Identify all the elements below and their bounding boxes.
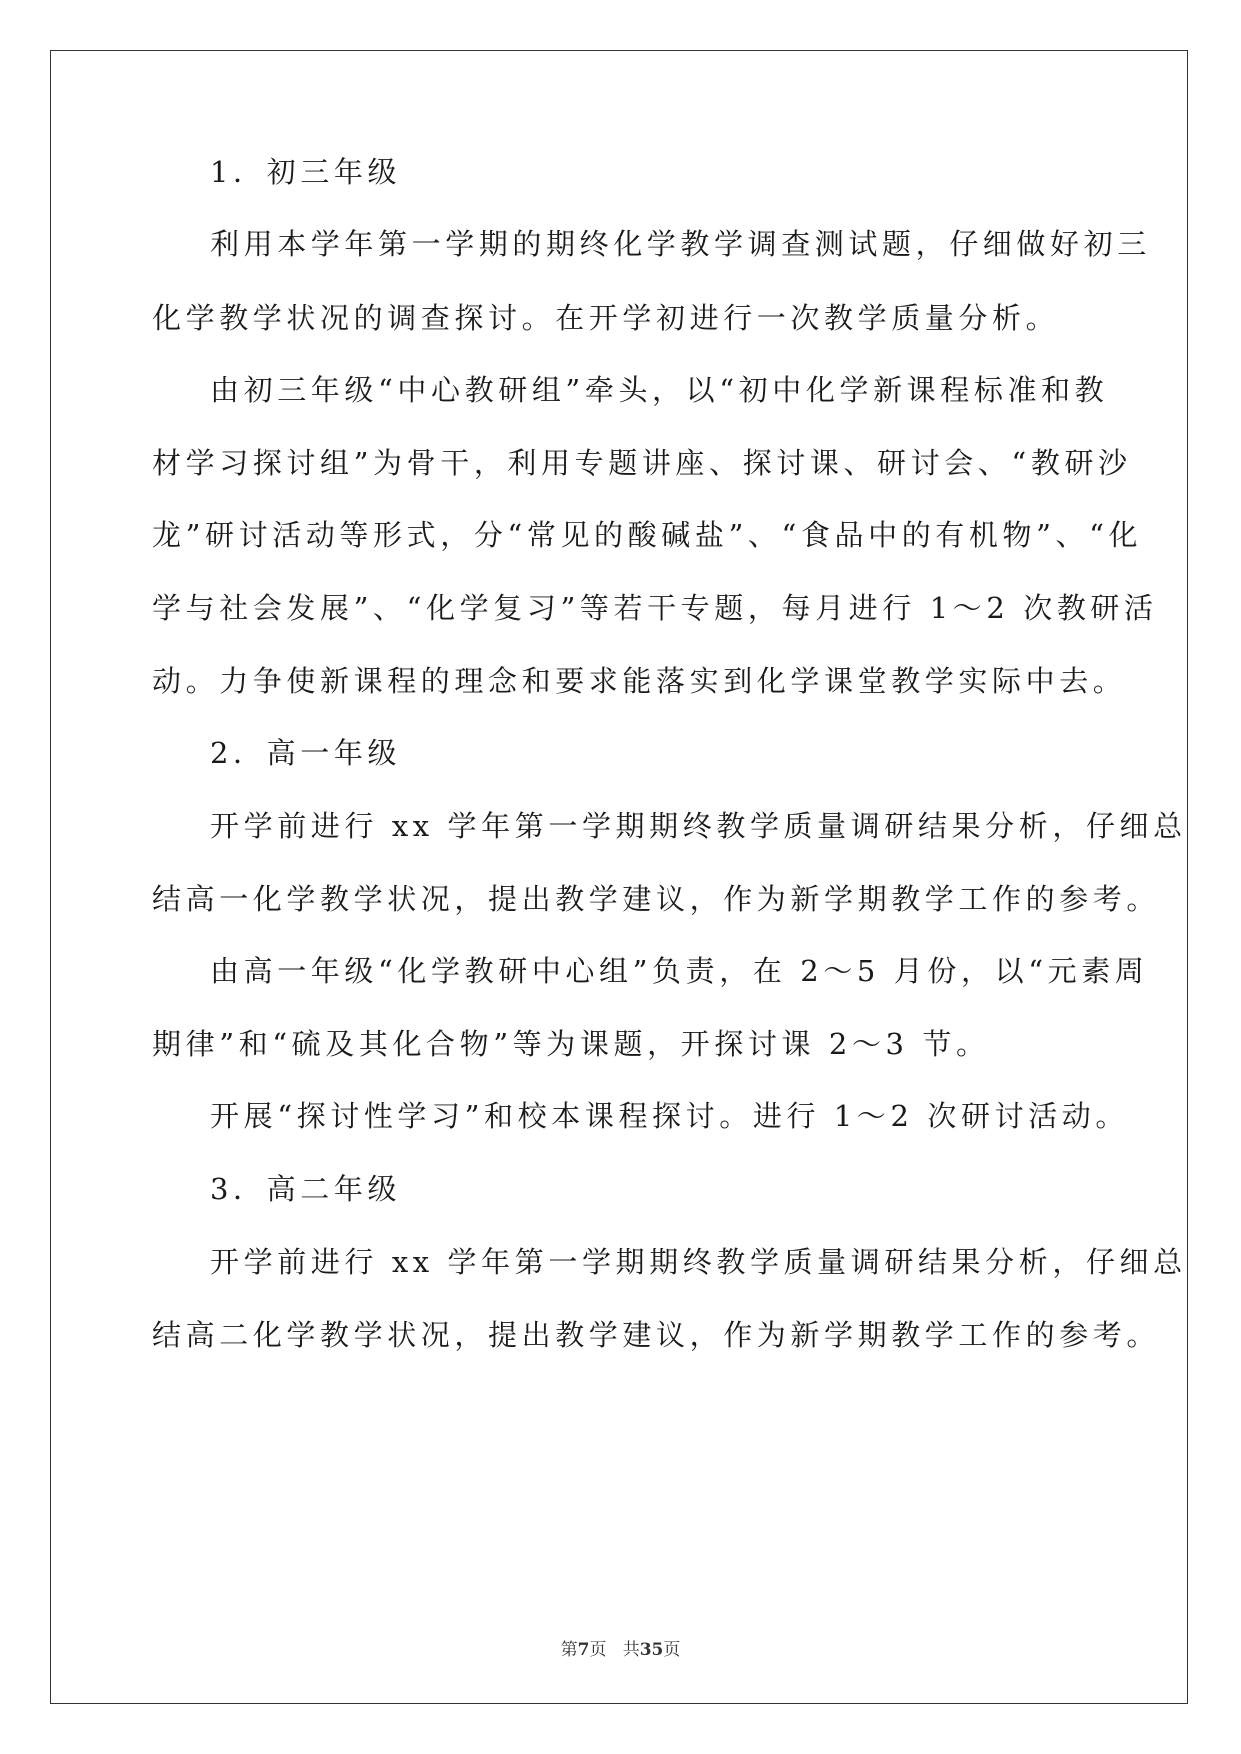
paragraph-line: 龙”研讨活动等形式，分“常见的酸碱盐”、“食品中的有机物”、“化 bbox=[152, 518, 1143, 552]
current-page-number: 7 bbox=[577, 1640, 590, 1660]
footer-total-prefix: 共 bbox=[622, 1640, 640, 1660]
paragraph-line: 开学前进行 xx 学年第一学期期终教学质量调研结果分析，仔细总 bbox=[210, 1245, 1187, 1279]
paragraph-line: 化学教学状况的调查探讨。在开学初进行一次教学质量分析。 bbox=[152, 301, 1060, 335]
footer-prefix: 第 bbox=[560, 1640, 578, 1660]
footer-page-suffix: 页 bbox=[589, 1640, 607, 1660]
paragraph-line: 期律”和“硫及其化合物”等为课题，开探讨课 2～3 节。 bbox=[152, 1027, 990, 1061]
paragraph-line: 结高一化学教学状况，提出教学建议，作为新学期教学工作的参考。 bbox=[152, 882, 1161, 916]
footer-total-suffix: 页 bbox=[663, 1640, 681, 1660]
paragraph-line: 开展“探讨性学习”和校本课程探讨。进行 1～2 次研讨活动。 bbox=[210, 1099, 1129, 1133]
section-heading-grade9: 1．初三年级 bbox=[210, 155, 402, 189]
paragraph-line: 结高二化学教学状况，提出教学建议，作为新学期教学工作的参考。 bbox=[152, 1318, 1161, 1352]
paragraph-line: 由高一年级“化学教研中心组”负责，在 2～5 月份，以“元素周 bbox=[210, 954, 1149, 988]
paragraph-line: 动。力争使新课程的理念和要求能落实到化学课堂教学实际中去。 bbox=[152, 664, 1127, 698]
paragraph-line: 由初三年级“中心教研组”牵头，以“初中化学新课程标准和教 bbox=[210, 373, 1109, 407]
section-heading-grade10: 2．高一年级 bbox=[210, 736, 402, 770]
paragraph-line: 利用本学年第一学期的期终化学教学调查测试题，仔细做好初三 bbox=[210, 227, 1151, 261]
paragraph-line: 材学习探讨组”为骨干，利用专题讲座、探讨课、研讨会、“教研沙 bbox=[152, 446, 1132, 480]
total-pages-number: 35 bbox=[639, 1640, 664, 1660]
page-footer bbox=[0, 1635, 1241, 1660]
paragraph-line: 开学前进行 xx 学年第一学期期终教学质量调研结果分析，仔细总 bbox=[210, 809, 1187, 843]
paragraph-line: 学与社会发展”、“化学复习”等若干专题，每月进行 1～2 次教研活 bbox=[152, 591, 1158, 625]
section-heading-grade11: 3．高二年级 bbox=[210, 1172, 402, 1206]
